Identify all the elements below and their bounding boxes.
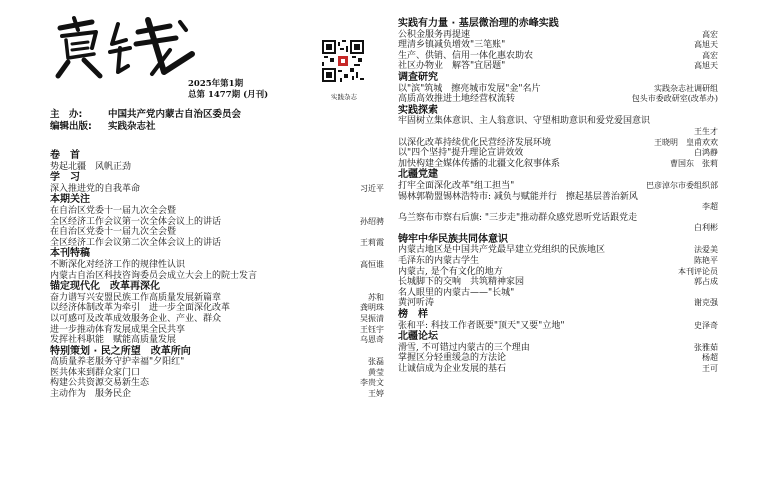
section-heading: 锚定现代化 改革再深化 [50,281,160,293]
article-author: 龚明珠 [360,303,384,313]
article-author: 张磊 [368,357,384,367]
contents-left-column [50,150,384,400]
article-title: 发挥社科职能 赋能高质量发展 [50,335,177,346]
section-heading: 实践有力量 · 基层微治理的赤峰实践 [398,18,559,29]
article-title: 公积金服务再提速 [398,29,471,40]
article-author: 苏和 [368,292,384,302]
article-title: 掌握区分轻重缓急的方法论 [398,353,507,364]
article-title: 滑雪, 不可错过内蒙古的三个理由 [398,342,530,353]
article-author: 高宏 [702,50,718,60]
toc-entry[interactable] [398,40,718,51]
article-title: 以"滨"筑城 擦亮城市发展"金"名片 [398,83,541,94]
article-title: 以可感可及改革成效服务企业、产业、群众 [50,313,222,324]
toc-entry[interactable] [398,353,718,364]
toc-entry[interactable] [398,61,718,72]
toc-entry[interactable] [50,162,384,173]
toc-entry[interactable] [50,378,384,389]
article-title: 主动作为 服务民企 [50,389,132,400]
article-author: 吴振清 [360,313,384,323]
section-heading: 铸牢中华民族共同体意识 [398,233,508,245]
sponsor-row [50,109,241,121]
article-author: 高恒谁 [360,259,384,269]
article-author: 李超 [702,202,718,212]
section-heading: 学 习 [50,172,80,184]
toc-entry[interactable] [50,293,384,304]
article-author: 王婷 [368,389,384,399]
contents-right-column [398,18,718,375]
article-author: 实践杂志社调研组 [654,83,718,93]
article-author: 郭占成 [694,277,718,287]
section-heading: 榜 样 [398,309,428,321]
toc-entry[interactable] [50,184,384,195]
article-author: 习近平 [360,183,384,193]
article-title: 构建公共资源交易新生态 [50,378,150,389]
editor-row [50,121,241,133]
article-author: 白利彬 [694,223,718,233]
article-title: 深入推进党的自我革命 [50,183,141,194]
section-heading: 北疆论坛 [398,331,438,343]
article-author: 陈艳平 [694,256,718,266]
sponsor-name: 中国共产党内蒙古自治区委员会 [108,109,242,120]
toc-entry[interactable] [398,181,718,192]
article-title: 牢固树立集体意识、主人翁意识、守望相助意识和爱党爱国意识 [398,116,651,127]
article-author: 包头市委政研室(改革办) [631,94,718,104]
toc-entry[interactable] [50,206,384,217]
toc-entry[interactable] [398,84,718,95]
toc-entry[interactable] [398,30,718,41]
article-author: 史泽奇 [694,320,718,330]
article-title: 长城脚下的交响 共筑精神家园 [398,277,525,288]
article-title: 名人眼里的内蒙古——"长城" [398,287,515,298]
article-author: 黄莹 [368,367,384,377]
article-title: 以深化改革持续优化民营经济发展环境 [398,137,552,148]
article-author: 王可 [702,364,718,373]
article-title: 内蒙古地区是中国共产党最早建立党组织的民族地区 [398,245,606,256]
article-title: 以经济体制改革为牵引 进一步全面深化改革 [50,303,231,314]
toc-entry[interactable] [398,267,718,278]
article-author: 王晓明 皇甫欢欢 [654,137,718,147]
article-author: 杨超 [702,353,718,363]
toc-entry[interactable] [398,213,718,234]
toc-entry[interactable] [50,227,384,238]
toc-entry[interactable] [398,51,718,62]
toc-entry[interactable] [398,245,718,256]
toc-entry[interactable] [398,298,718,309]
article-title: 医共体来到群众家门口 [50,367,141,378]
toc-entry[interactable] [50,217,384,228]
section-heading: 卷 首 [50,150,80,161]
article-title: 锡林郭勒盟锡林浩特市: 减负与赋能并行 擦起基层善治新风 [398,191,638,202]
article-title: 内蒙古自治区科技咨询委员会成立大会上的院士发言 [50,270,258,281]
article-title: 在自治区党委十一届九次全会暨 [50,227,177,238]
article-author: 张雅茹 [694,342,718,352]
article-title: 社区办物业 解答"宜居题" [398,61,506,72]
article-title: 全区经济工作会议第二次全体会议上的讲话 [50,237,222,248]
toc-entry[interactable] [398,277,718,288]
article-author: 孙绍骋 [360,216,384,226]
section-heading: 调查研究 [398,71,438,83]
article-title: 势起北疆 风帆正劲 [50,161,132,172]
editor-name: 实践杂志社 [108,121,156,132]
publisher-info [50,109,241,133]
article-author: 乌恩奇 [360,335,384,345]
section-heading: 北疆党建 [398,169,438,181]
article-title: 加快构建全媒体传播的北疆文化叙事体系 [398,158,561,169]
article-author: 谢克强 [694,298,718,308]
toc-entry[interactable] [398,364,718,375]
article-title: 进一步推动体育发展成果全民共享 [50,324,186,335]
article-title: 生产、供销、信用一体化惠农助农 [398,50,534,61]
article-author: 白鸿静 [694,148,718,158]
article-author: 王莉霞 [360,237,384,247]
toc-entry[interactable] [398,321,718,332]
article-author: 高宏 [702,29,718,39]
article-title: 不断深化对经济工作的规律性认识 [50,259,186,270]
article-title: 内蒙古, 是个有文化的地方 [398,266,503,277]
article-title: 黄河听涛 [398,298,435,309]
section-heading: 特别策划 · 民之所望 改革所向 [50,345,191,357]
sponsor-label: 主 办: [50,109,83,120]
article-title: 毛泽东的内蒙古学生 [398,256,480,267]
article-title: 乌兰察布市察右后旗: "三步走"推动群众感党恩听党话跟党走 [398,212,638,223]
toc-entry[interactable] [398,288,718,299]
article-author: 高旭天 [694,61,718,71]
article-author: 王生才 [694,126,718,136]
article-title: 全区经济工作会议第一次全体会议上的讲话 [50,216,222,227]
issue-total: 总第 1477期 (月刊) [188,90,269,100]
toc-entry[interactable] [50,238,384,249]
article-title: 高质量养老服务守护幸福"夕阳红" [50,357,185,368]
toc-entry[interactable] [50,368,384,379]
article-author: 本刊评论员 [678,266,718,276]
toc-entry[interactable] [50,389,384,400]
article-title: 张和平: 科技工作者既要"顶天"又要"立地" [398,320,565,331]
article-title: 高质高效推进土地经营权流转 [398,94,516,105]
article-author: 高旭天 [694,40,718,50]
article-author: 王钰宇 [360,324,384,334]
article-author: 法爱美 [694,245,718,255]
editor-label: 编辑出版: [50,121,92,132]
toc-entry[interactable] [398,159,718,170]
qr-caption: 实践杂志 [331,93,357,101]
toc-entry[interactable] [50,314,384,325]
toc-entry[interactable] [398,138,718,149]
toc-entry[interactable] [398,116,718,137]
section-heading: 本期关注 [50,194,90,206]
toc-entry[interactable] [398,192,718,213]
toc-entry[interactable] [398,148,718,159]
article-title: 打牢全面深化改革"组工担当" [398,180,515,191]
article-author: 巴彦淖尔市委组织部 [646,180,718,190]
toc-entry[interactable] [50,260,384,271]
toc-entry[interactable] [398,343,718,354]
toc-entry[interactable] [398,94,718,105]
shijian-calligraphy-logo [52,14,202,84]
section-heading: 本刊特稿 [50,248,90,260]
issue-info [188,79,268,101]
article-author: 李贵文 [360,378,384,388]
toc-entry[interactable] [50,303,384,314]
article-title: 在自治区党委十一届九次全会暨 [50,205,177,216]
section-heading: 实践探索 [398,104,438,116]
toc-entry[interactable] [50,271,384,282]
toc-entry[interactable] [50,335,384,346]
article-title: 让诚信成为企业发展的基石 [398,364,507,374]
toc-entry[interactable] [50,357,384,368]
qr-code [322,40,364,82]
article-title: 奋力谱写兴安盟民族工作高质量发展新篇章 [50,292,222,303]
article-title: 理清乡镇减负增效"三笔账" [398,40,506,51]
article-title: 以"四个坚持"提升理论宣讲效效 [398,148,524,159]
article-author: 曹国东 张莉 [670,158,718,168]
toc-entry[interactable] [50,325,384,336]
toc-entry[interactable] [398,256,718,267]
issue-number: 2025年第1期 [188,79,244,89]
